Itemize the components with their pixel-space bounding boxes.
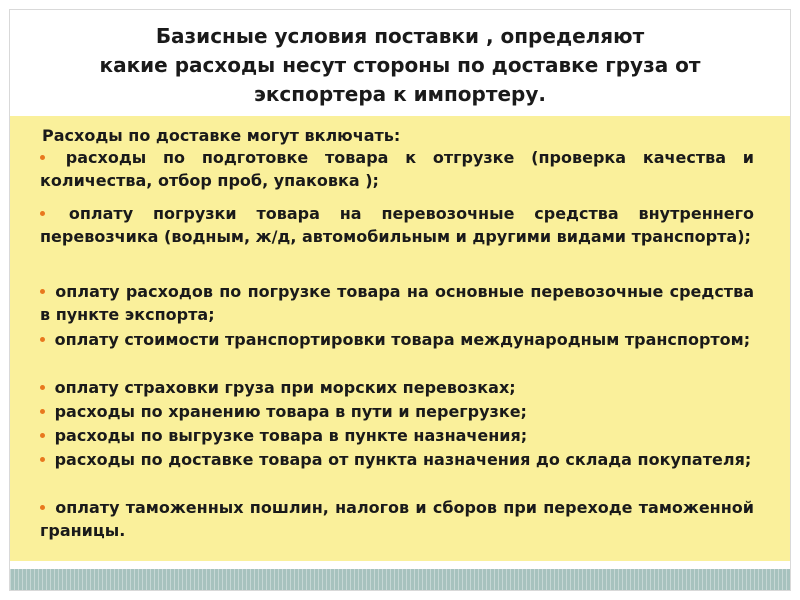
bullet-icon: [40, 337, 45, 342]
bottom-decor-bar: [10, 569, 790, 590]
list-item: [40, 281, 754, 326]
list-item: [40, 425, 754, 448]
list-item-text: расходы по хранению товара в пути и перегрузке;: [54, 402, 527, 421]
intro-text: Расходы по доставке могут включать:: [42, 126, 401, 145]
title-line-3: экспортера к импортеру.: [254, 82, 546, 106]
list-item-text: расходы по выгрузке товара в пункте назначения;: [54, 426, 528, 445]
list-item-text: оплату расходов по погрузке товара на основные перевозочные средства в пункте экспорта;: [40, 282, 754, 324]
list-item-text: расходы по доставке товара от пункта назначения до склада покупателя;: [54, 450, 752, 469]
bullet-icon: [40, 457, 45, 462]
list-item: [40, 497, 754, 542]
content-panel: [10, 116, 790, 561]
list-item: [40, 377, 754, 400]
bullet-icon: [40, 155, 45, 160]
list-item-text: расходы по подготовке товара к отгрузке (проверка качества и количества, отбор проб, упаковка );: [40, 148, 754, 190]
list-item: [40, 329, 754, 352]
list-item: [40, 203, 754, 248]
list-item-text: оплату погрузки товара на перевозочные средства внутреннего перевозчика (водным, ж/д, автомобильным и другими видами транспорта);: [40, 204, 755, 246]
bullet-icon: [40, 505, 45, 510]
bullet-icon: [40, 433, 45, 438]
list-item: [40, 401, 754, 424]
bullet-icon: [40, 385, 45, 390]
list-item-text: оплату стоимости транспортировки товара международным транспортом;: [54, 330, 751, 349]
bullet-icon: [40, 289, 45, 294]
slide-title: [30, 22, 770, 109]
title-line-1: Базисные условия поставки , определяют: [155, 24, 645, 48]
list-item-text: оплату таможенных пошлин, налогов и сборов при переходе таможенной границы.: [40, 498, 754, 540]
list-item-text: оплату страховки груза при морских перевозках;: [54, 378, 516, 397]
title-line-2: какие расходы несут стороны по доставке груза от: [99, 53, 701, 77]
list-item: [40, 449, 754, 472]
bullet-icon: [40, 409, 45, 414]
list-item: [40, 147, 754, 192]
bullet-icon: [40, 211, 45, 216]
